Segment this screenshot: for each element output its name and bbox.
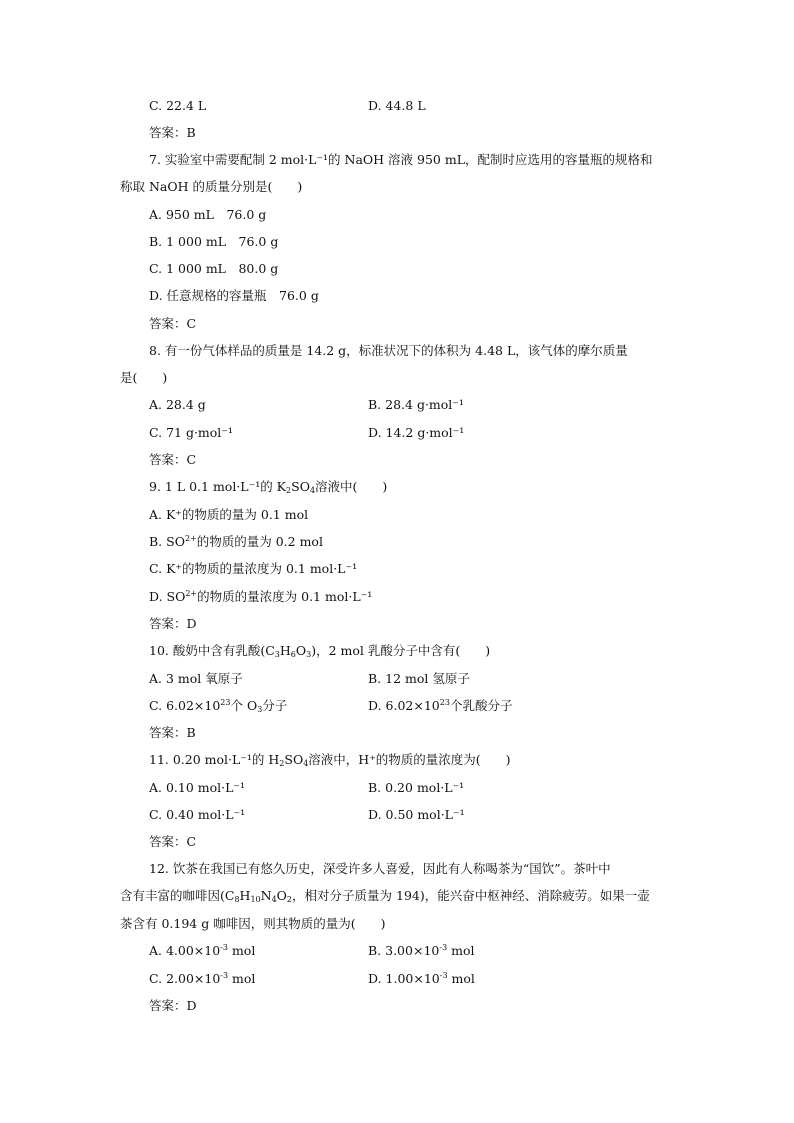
q10-stem-post: )，2 mol 乳酸分子中含有( ) xyxy=(311,643,491,658)
q12-answer: 答案：D xyxy=(149,998,197,1013)
q12-stem-line2-h: H xyxy=(239,888,251,903)
q12-option-a-post: mol xyxy=(227,943,256,958)
q9-option-b-sup: 2+ xyxy=(184,534,197,543)
q12-option-a xyxy=(149,943,255,959)
q9-stem xyxy=(149,479,387,495)
q11-option-b: B. 0.20 mol·L⁻¹ xyxy=(368,780,465,795)
q9-option-d-sup: 2+ xyxy=(185,589,198,598)
q12-option-c-sup: -3 xyxy=(220,971,229,980)
q10-option-d-post: 个乳酸分子 xyxy=(449,698,513,713)
q8-answer: 答案：C xyxy=(149,452,197,467)
q10-option-d xyxy=(368,698,512,714)
q12-option-d-pre: D. 1.00×10 xyxy=(368,971,440,986)
q11-stem xyxy=(149,752,511,768)
q10-option-c-pre: C. 6.02×10 xyxy=(149,698,221,713)
q11-answer: 答案：C xyxy=(149,834,197,849)
q10-option-c xyxy=(149,698,287,714)
q7-option-b: B. 1 000 mL 76.0 g xyxy=(149,234,279,249)
q11-stem-sub1: 2 xyxy=(279,759,285,768)
q11-stem-mid: SO xyxy=(284,752,304,767)
q12-option-c xyxy=(149,971,255,987)
q12-option-b-sup: -3 xyxy=(439,943,448,952)
q10-option-c-sub: 3 xyxy=(257,705,263,714)
q9-option-b xyxy=(149,534,323,550)
q8-stem-line1: 8. 有一份气体样品的质量是 14.2 g，标准状况下的体积为 4.48 L，该气体的摩尔质量 xyxy=(149,343,628,358)
q12-stem-line2-post: ，相对分子质量为 194)，能兴奋中枢神经、消除疲劳。如果一壶 xyxy=(292,888,650,903)
q12-stem-line2-s3: 4 xyxy=(271,895,277,904)
q12-option-b-post: mol xyxy=(447,943,475,958)
q9-answer: 答案：D xyxy=(149,616,197,631)
q12-stem-line2-s1: 8 xyxy=(234,895,240,904)
q10-stem xyxy=(149,643,490,659)
q12-option-d-post: mol xyxy=(447,971,475,986)
q7-answer: 答案：C xyxy=(149,316,197,331)
q12-option-c-pre: C. 2.00×10 xyxy=(149,971,221,986)
q7-option-c: C. 1 000 mL 80.0 g xyxy=(149,261,279,276)
q9-option-c: C. K⁺的物质的量浓度为 0.1 mol·L⁻¹ xyxy=(149,561,358,576)
q10-stem-h: H xyxy=(279,643,291,658)
q12-stem-line3: 茶含有 0.194 g 咖啡因，则其物质的量为( ) xyxy=(120,916,386,931)
q11-stem-sub2: 4 xyxy=(303,759,309,768)
q11-stem-pre: 11. 0.20 mol·L⁻¹的 H xyxy=(149,752,280,767)
q9-stem-sub1: 2 xyxy=(286,486,292,495)
q10-option-d-pre: D. 6.02×10 xyxy=(368,698,440,713)
q11-option-c: C. 0.40 mol·L⁻¹ xyxy=(149,807,246,822)
q12-stem-line2-o: O xyxy=(276,888,287,903)
q9-option-a: A. K⁺的物质的量为 0.1 mol xyxy=(149,507,309,522)
q10-answer: 答案：B xyxy=(149,725,196,740)
q12-option-d xyxy=(368,971,475,987)
q12-option-b xyxy=(368,943,475,959)
q10-option-c-post: 分子 xyxy=(262,698,288,713)
q7-option-a: A. 950 mL 76.0 g xyxy=(149,207,267,222)
q9-stem-sub2: 4 xyxy=(309,486,316,495)
q9-option-b-post: 的物质的量为 0.2 mol xyxy=(196,534,323,549)
q6-answer: 答案：B xyxy=(149,125,196,140)
q7-stem-line1: 7. 实验室中需要配制 2 mol·L⁻¹的 NaOH 溶液 950 mL，配制时应选用的容量瓶的规格和 xyxy=(149,152,653,167)
q6-option-d: D. 44.8 L xyxy=(368,98,426,113)
q12-stem-line2-s4: 2 xyxy=(286,895,293,904)
q9-stem-pre: 9. 1 L 0.1 mol·L⁻¹的 K xyxy=(149,479,287,494)
q10-stem-o: O xyxy=(295,643,307,658)
q12-option-c-post: mol xyxy=(228,971,256,986)
q8-option-a: A. 28.4 g xyxy=(149,397,206,412)
q10-option-c-mid: 个 O xyxy=(230,698,258,713)
q10-stem-pre: 10. 酸奶中含有乳酸(C xyxy=(149,643,275,658)
q8-option-b: B. 28.4 g·mol⁻¹ xyxy=(368,397,464,412)
q9-option-d-pre: D. SO xyxy=(149,589,186,604)
q11-stem-post: 溶液中，H⁺的物质的量浓度为( ) xyxy=(308,752,511,767)
q9-stem-post: 溶液中( ) xyxy=(315,479,388,494)
q12-stem-line2-n: N xyxy=(260,888,272,903)
q11-option-a: A. 0.10 mol·L⁻¹ xyxy=(149,780,246,795)
q10-option-b: B. 12 mol 氢原子 xyxy=(368,671,470,686)
q12-stem-line2 xyxy=(120,888,650,904)
q11-option-d: D. 0.50 mol·L⁻¹ xyxy=(368,807,465,822)
q8-option-c: C. 71 g·mol⁻¹ xyxy=(149,425,233,440)
q12-stem-line2-pre: 含有丰富的咖啡因(C xyxy=(120,888,235,903)
q6-option-c: C. 22.4 L xyxy=(149,98,207,113)
q10-stem-s1: 3 xyxy=(274,650,280,659)
q10-stem-s2: 6 xyxy=(290,650,296,659)
q7-option-d: D. 任意规格的容量瓶 76.0 g xyxy=(149,288,319,303)
q8-option-d: D. 14.2 g·mol⁻¹ xyxy=(368,425,465,440)
q12-option-b-pre: B. 3.00×10 xyxy=(368,943,440,958)
q12-option-a-pre: A. 4.00×10 xyxy=(149,943,221,958)
q9-option-b-pre: B. SO xyxy=(149,534,185,549)
q7-stem-line2: 称取 NaOH 的质量分别是( ) xyxy=(120,179,303,194)
q10-option-d-sup: 23 xyxy=(439,698,450,707)
q8-stem-line2: 是( ) xyxy=(120,370,168,385)
q12-option-d-sup: -3 xyxy=(439,971,448,980)
q10-option-a: A. 3 mol 氧原子 xyxy=(149,671,243,686)
q9-stem-mid: SO xyxy=(291,479,310,494)
q9-option-d-post: 的物质的量浓度为 0.1 mol·L⁻¹ xyxy=(197,589,373,604)
q9-option-d xyxy=(149,589,372,605)
q12-stem-line1: 12. 饮茶在我国已有悠久历史，深受许多人喜爱，因此有人称喝茶为“国饮”。茶叶中 xyxy=(149,861,611,876)
q12-stem-line2-s2: 10 xyxy=(250,895,261,904)
q10-stem-s3: 3 xyxy=(306,650,312,659)
q10-option-c-sup: 23 xyxy=(220,698,231,707)
q12-option-a-sup: -3 xyxy=(220,943,228,952)
